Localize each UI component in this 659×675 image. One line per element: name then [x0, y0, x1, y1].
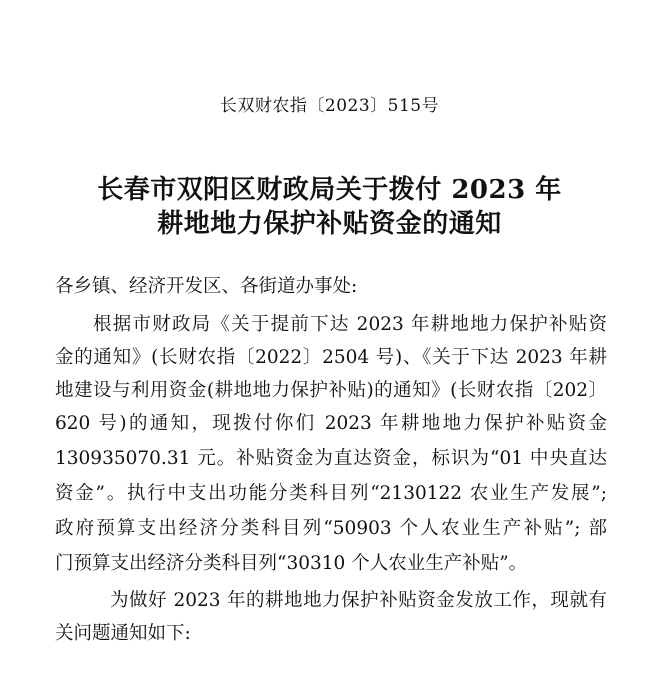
document-title-line-1: 长春市双阳区财政局关于拨付 2023 年 — [97, 175, 562, 205]
paragraph-1-line-1: 根据市财政局《关于提前下达 2023 年耕地地力保护补贴资 — [93, 314, 607, 335]
paragraph-1-line-8: 门预算支出经济分类科目列“30310 个人农业生产补贴”。 — [55, 553, 528, 574]
paragraph-1-line-7: 政府预算支出经济分类科目列“50903 个人农业生产补贴”; 部 — [55, 518, 607, 539]
paragraph-1-line-5: 130935070.31 元。补贴资金为直达资金，标识为“01 中央直达 — [55, 448, 607, 469]
paragraph-1-line-2: 金的通知》(长财农指〔2022〕2504 号)、《关于下达 2023 年耕 — [55, 347, 607, 368]
paragraph-1-line-3: 地建设与利用资金(耕地地力保护补贴)的通知》(长财农指〔202〕 — [55, 380, 607, 401]
salutation: 各乡镇、经济开发区、各街道办事处: — [55, 276, 358, 297]
document-number: 长双财农指〔2023〕515号 — [219, 96, 440, 116]
paragraph-1-line-4: 620 号)的通知，现拨付你们 2023 年耕地地力保护补贴资金 — [55, 413, 607, 434]
paragraph-2-line-2: 关问题通知如下: — [55, 623, 191, 644]
paragraph-1-line-6: 资金”。执行中支出功能分类科目列“2130122 农业生产发展”; — [55, 483, 607, 504]
paragraph-2-line-1: 为做好 2023 年的耕地地力保护补贴资金发放工作，现就有 — [110, 590, 607, 611]
document-title-line-2: 耕地地力保护补贴资金的通知 — [157, 209, 502, 239]
